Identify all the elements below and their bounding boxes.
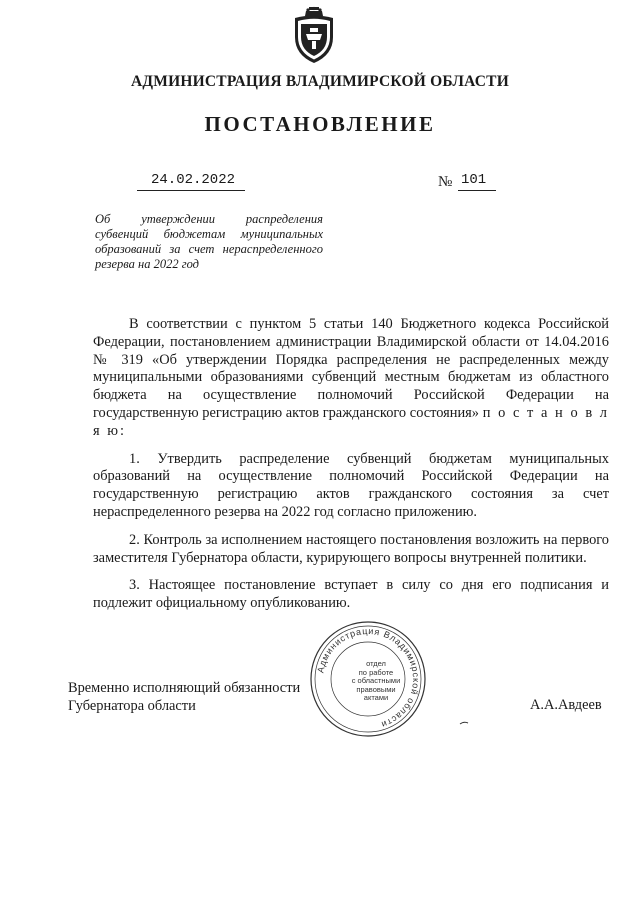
item-paragraph-1: 1. Утвердить распределение субвенций бюджетам муниципальных образований на осуществление полномочий Российской Федерации на государственную регистрацию актов гражданского состояния за счет нераспределенного резерва на 2022 год согласно приложению. bbox=[93, 450, 609, 520]
document-type-title: ПОСТАНОВЛЕНИЕ bbox=[204, 112, 436, 136]
stamp-inner-line: актами bbox=[363, 693, 389, 703]
preamble-paragraph bbox=[93, 316, 609, 441]
date-field bbox=[137, 172, 245, 191]
signatory-name: А.А.Авдеев bbox=[530, 697, 602, 713]
subject-line: резерва на 2022 год bbox=[95, 257, 200, 271]
document-subject bbox=[95, 212, 323, 272]
stamp-inner-text bbox=[351, 660, 401, 703]
preamble-text: В соответствии с пунктом 5 статьи 140 Бюджетного кодекса Российской Федерации, постановлением администрации Владимирской области от 14.04.2016 № 319 «Об утверждении Порядка распределения не распределенных между муниципальными образованиями субвенций местным бюджетам из областного бюджета на осуществление полномочий Российской Федерации на государственную регистрацию актов гражданского состояния» bbox=[93, 316, 609, 421]
signatory-position-line: Губернатора области bbox=[68, 698, 196, 714]
item-paragraph-2: 2. Контроль за исполнением настоящего постановления возложить на первого заместителя Губернатора области, курирующего вопросы внутренней политики. bbox=[93, 531, 609, 566]
stamp-inner-line: отдел bbox=[366, 659, 386, 668]
document-body bbox=[93, 316, 609, 623]
signatory-position-line: Временно исполняющий обязанности bbox=[68, 680, 301, 696]
stamp-inner-line: по работе bbox=[358, 667, 394, 677]
document-date: 24.02.2022 bbox=[151, 172, 236, 188]
subject-line: Об утверждении распределения bbox=[95, 212, 323, 226]
item-paragraph-3: 3. Настоящее постановление вступает в силу со дня его подписания и подлежит официальному опубликованию. bbox=[93, 577, 609, 612]
signatory-position bbox=[68, 679, 300, 715]
organization-title: АДМИНИСТРАЦИЯ ВЛАДИМИРСКОЙ ОБЛАСТИ bbox=[131, 73, 509, 90]
stamp-inner-line: правовыми bbox=[356, 684, 396, 694]
number-label: № bbox=[438, 174, 453, 190]
document-number: 101 bbox=[461, 172, 487, 188]
stamp-outer-text: Администрация Владимирской области bbox=[315, 625, 422, 730]
subject-line: субвенций бюджетам муниципальных bbox=[95, 227, 323, 241]
subject-line: образований за счет нераспределенного bbox=[95, 242, 323, 256]
number-field bbox=[458, 172, 496, 191]
stamp-inner-line: с областными bbox=[351, 676, 401, 686]
pen-mark bbox=[459, 720, 469, 726]
decree-word: п о с т а н о в л я ю: bbox=[93, 404, 609, 439]
coat-of-arms-emblem bbox=[290, 6, 338, 64]
